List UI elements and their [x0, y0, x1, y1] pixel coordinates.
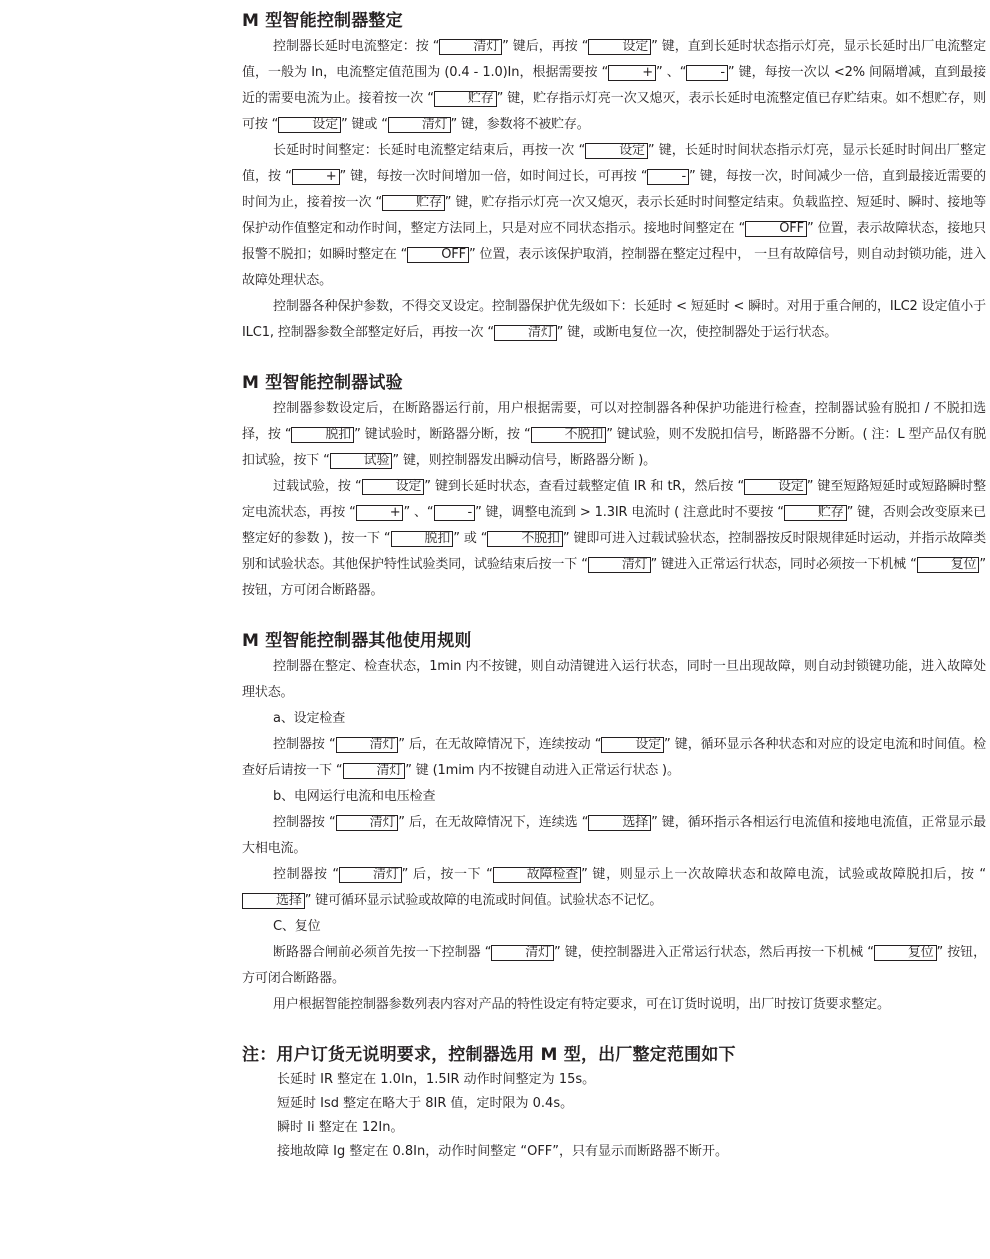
text-run: ” 键，循环显示各种状态和对应的设定电流和时间值。检查好后请按一下 “	[242, 737, 986, 778]
key-label-boxed: 试验	[330, 453, 393, 469]
text-run: 控制器按 “	[273, 737, 336, 752]
text-run: ” 位置，表示故障状态，接地只报警不脱扣；如瞬时整定在 “	[242, 221, 986, 262]
factory-settings-note	[242, 1042, 986, 1164]
text-run: ” 键至短路短延时或短路瞬时整定电流状态，再按 “	[242, 479, 986, 520]
key-label-boxed: 不脱扣	[487, 531, 563, 547]
key-label-boxed: 清灯	[336, 815, 399, 831]
paragraph	[242, 138, 986, 294]
key-label-boxed: 清灯	[491, 945, 554, 961]
key-label-boxed: 清灯	[494, 325, 557, 341]
text-run: ” 键，否则会改变原来已整定好的参数 )，按一下 “	[242, 505, 986, 546]
note-list	[242, 1068, 986, 1164]
key-label-boxed: +	[356, 505, 404, 521]
note-item: 接地故障 Ig 整定在 0.8In，动作时间整定 “OFF”，只有显示而断路器不断开。	[277, 1144, 729, 1159]
text-run: ” 后，在无故障情况下，连续按动 “	[398, 737, 602, 752]
paragraph	[242, 474, 986, 604]
key-label-boxed: 清灯	[336, 737, 399, 753]
key-label-boxed: 清灯	[343, 763, 406, 779]
text-run: b、电网运行电流和电压检查	[273, 789, 436, 804]
text-run: 断路器合闸前必须首先按一下控制器 “	[273, 945, 492, 960]
paragraph	[242, 992, 986, 1018]
text-run: ” 键 (1mim 内不按键自动进入正常运行状态 )。	[405, 763, 680, 778]
subheading	[242, 784, 986, 810]
key-label-boxed: OFF	[407, 247, 469, 263]
text-run: ” 键，循环指示各相运行电流值和接地电流值，正常显示最大相电流。	[242, 815, 986, 856]
key-label-boxed: +	[608, 65, 656, 81]
key-label-boxed: -	[647, 169, 689, 185]
key-label-boxed: 清灯	[439, 39, 502, 55]
key-label-boxed: 设定	[601, 737, 664, 753]
section-title: M 型智能控制器整定	[242, 11, 403, 31]
key-label-boxed: 设定	[588, 39, 651, 55]
key-label-boxed: 不脱扣	[531, 427, 607, 443]
text-run: ” 按钮，方可闭合断路器。	[242, 945, 987, 986]
paragraph	[242, 654, 986, 706]
key-label-boxed: 设定	[278, 117, 341, 133]
text-run: 控制器长延时电流整定：按 “	[273, 39, 440, 54]
key-label-boxed: 复位	[917, 557, 980, 573]
key-label-boxed: OFF	[745, 221, 807, 237]
key-label-boxed: 选择	[242, 893, 305, 909]
section-title: M 型智能控制器试验	[242, 373, 403, 393]
section-body	[242, 654, 986, 1018]
text-run: a、设定检查	[273, 711, 346, 726]
key-label-boxed: -	[686, 65, 728, 81]
key-label-boxed: 故障检查	[493, 867, 581, 883]
subheading	[242, 706, 986, 732]
text-run: ” 后，按一下 “	[401, 867, 493, 882]
text-run: ” 键，每按一次以 <2% 间隔增减，直到最接近的需要电流为止。接着按一次 “	[242, 65, 986, 106]
section-body	[242, 34, 986, 346]
text-run: ” 键，使控制器进入正常运行状态，然后再按一下机械 “	[554, 945, 874, 960]
section-tuning	[242, 8, 986, 346]
section-other-rules	[242, 628, 986, 1018]
note-item: 短延时 Isd 整定在略大于 8IR 值，定时限为 0.4s。	[277, 1096, 574, 1111]
text-run: ” 键即可进入过载试验状态，控制器按反时限规律延时运动，并指示故障类别和试验状态。其他保护特性试验类同，试验结束后按一下 “	[242, 531, 986, 572]
key-label-boxed: +	[292, 169, 340, 185]
key-label-boxed: 设定	[585, 143, 648, 159]
document-page	[242, 0, 986, 1164]
key-label-boxed: 脱扣	[291, 427, 354, 443]
text-run: ” 、“	[656, 65, 687, 80]
note-item: 瞬时 Ii 整定在 12In。	[277, 1120, 404, 1135]
text-run: ” 位置，表示该保护取消，控制器在整定过程中， 一旦有故障信号，则自动封锁功能，进入故障处理状态。	[242, 247, 986, 288]
text-run: ” 键，参数将不被贮存。	[450, 117, 590, 132]
section-gap	[242, 604, 986, 628]
text-run: ” 键，则控制器发出瞬动信号，断路器分断 )。	[392, 453, 656, 468]
paragraph	[242, 940, 986, 992]
section-title: M 型智能控制器其他使用规则	[242, 631, 472, 651]
text-run: ” 键，直到长延时状态指示灯亮，显示长延时出厂电流整定值，一般为 In，电流整定值范围为 (0.4 - 1.0)In，根据需要按 “	[242, 39, 986, 80]
text-run: ” 键试验时，断路器分断，按 “	[354, 427, 531, 442]
text-run: 过载试验，按 “	[273, 479, 362, 494]
text-run: ” 键或 “	[340, 117, 388, 132]
key-label-boxed: 设定	[362, 479, 425, 495]
text-run: 控制器按 “	[273, 815, 336, 830]
section-gap	[242, 346, 986, 370]
text-run: ” 键后，再按 “	[502, 39, 589, 54]
text-run: C、复位	[273, 919, 321, 934]
key-label-boxed: 设定	[744, 479, 807, 495]
text-run: 控制器各种保护参数，不得交叉设定。控制器保护优先级如下：长延时 < 短延时 < 瞬时。对用于重合闸的，ILC2 设定值小于 ILC1, 控制器参数全部整定好后，再按一次 “	[242, 299, 986, 340]
section-gap	[242, 1018, 986, 1042]
paragraph	[242, 810, 986, 862]
key-label-boxed: 脱扣	[391, 531, 454, 547]
text-run: 长延时时间整定：长延时电流整定结束后，再按一次 “	[273, 143, 586, 158]
key-label-boxed: 贮存	[382, 195, 445, 211]
paragraph	[242, 34, 986, 138]
key-label-boxed: -	[434, 505, 476, 521]
note-title: 注：用户订货无说明要求，控制器选用 M 型，出厂整定范围如下	[242, 1045, 736, 1065]
text-run: ” 或 “	[453, 531, 488, 546]
key-label-boxed: 贮存	[434, 91, 497, 107]
note-item: 长延时 IR 整定在 1.0In，1.5IR 动作时间整定为 15s。	[277, 1072, 596, 1087]
text-run: ” 按钮，方可闭合断路器。	[242, 557, 986, 598]
paragraph	[242, 732, 986, 784]
subheading	[242, 914, 986, 940]
text-run: 用户根据智能控制器参数列表内容对产品的特性设定有特定要求，可在订货时说明，出厂时按订货要求整定。	[273, 997, 890, 1012]
paragraph	[242, 294, 986, 346]
text-run: ” 键可循环显示试验或故障的电流或时间值。试验状态不记忆。	[304, 893, 663, 908]
section-body	[242, 396, 986, 604]
paragraph	[242, 862, 986, 914]
key-label-boxed: 清灯	[388, 117, 451, 133]
text-run: ” 键试验，则不发脱扣信号，断路器不分断。( 注：L 型产品仅有脱扣试验，按下 “	[242, 427, 987, 468]
text-run: 控制器在整定、检查状态，1min 内不按键，则自动清键进入运行状态，同时一旦出现故障，则自动封锁键功能，进入故障处理状态。	[242, 659, 986, 700]
key-label-boxed: 清灯	[339, 867, 402, 883]
text-run: ” 键，每按一次时间增加一倍，如时间过长，可再按 “	[339, 169, 648, 184]
text-run: 控制器按 “	[273, 867, 339, 882]
text-run: ” 键，长延时时间状态指示灯亮，显示长延时时间出厂整定值，按 “	[242, 143, 986, 184]
text-run: ” 键，贮存指示灯亮一次又熄灭，表示长延时电流整定值已存贮结束。如不想贮存，则可按 “	[242, 91, 986, 132]
text-run: ” 键，则显示上一次故障状态和故障电流，试验或故障脱扣后，按 “	[581, 867, 986, 882]
text-run: ” 键到长延时状态，查看过载整定值 IR 和 tR，然后按 “	[424, 479, 745, 494]
text-run: ” 键进入正常运行状态，同时必须按一下机械 “	[650, 557, 917, 572]
text-run: ” 键，贮存指示灯亮一次又熄灭，表示长延时时间整定结束。负载监控、短延时、瞬时、接地等保护动作值整定和动作时间，整定方法同上，只是对应不同状态指示。接地时间整定在 “	[242, 195, 986, 236]
key-label-boxed: 贮存	[784, 505, 847, 521]
text-run: ” 键，调整电流到 > 1.3IR 电流时 ( 注意此时不要按 “	[475, 505, 784, 520]
key-label-boxed: 复位	[874, 945, 937, 961]
text-run: ” 后，在无故障情况下，连续选 “	[398, 815, 589, 830]
key-label-boxed: 选择	[588, 815, 651, 831]
text-run: ” 键，或断电复位一次，使控制器处于运行状态。	[556, 325, 838, 340]
text-run: 控制器参数设定后，在断路器运行前，用户根据需要，可以对控制器各种保护功能进行检查，控制器试验有脱扣 / 不脱扣选择，按 “	[242, 401, 986, 442]
text-run: ” 键，每按一次，时间减少一倍，直到最接近需要的时间为止，接着按一次 “	[242, 169, 986, 210]
section-test	[242, 370, 986, 604]
text-run: ” 、“	[403, 505, 434, 520]
paragraph	[242, 396, 986, 474]
key-label-boxed: 清灯	[588, 557, 651, 573]
